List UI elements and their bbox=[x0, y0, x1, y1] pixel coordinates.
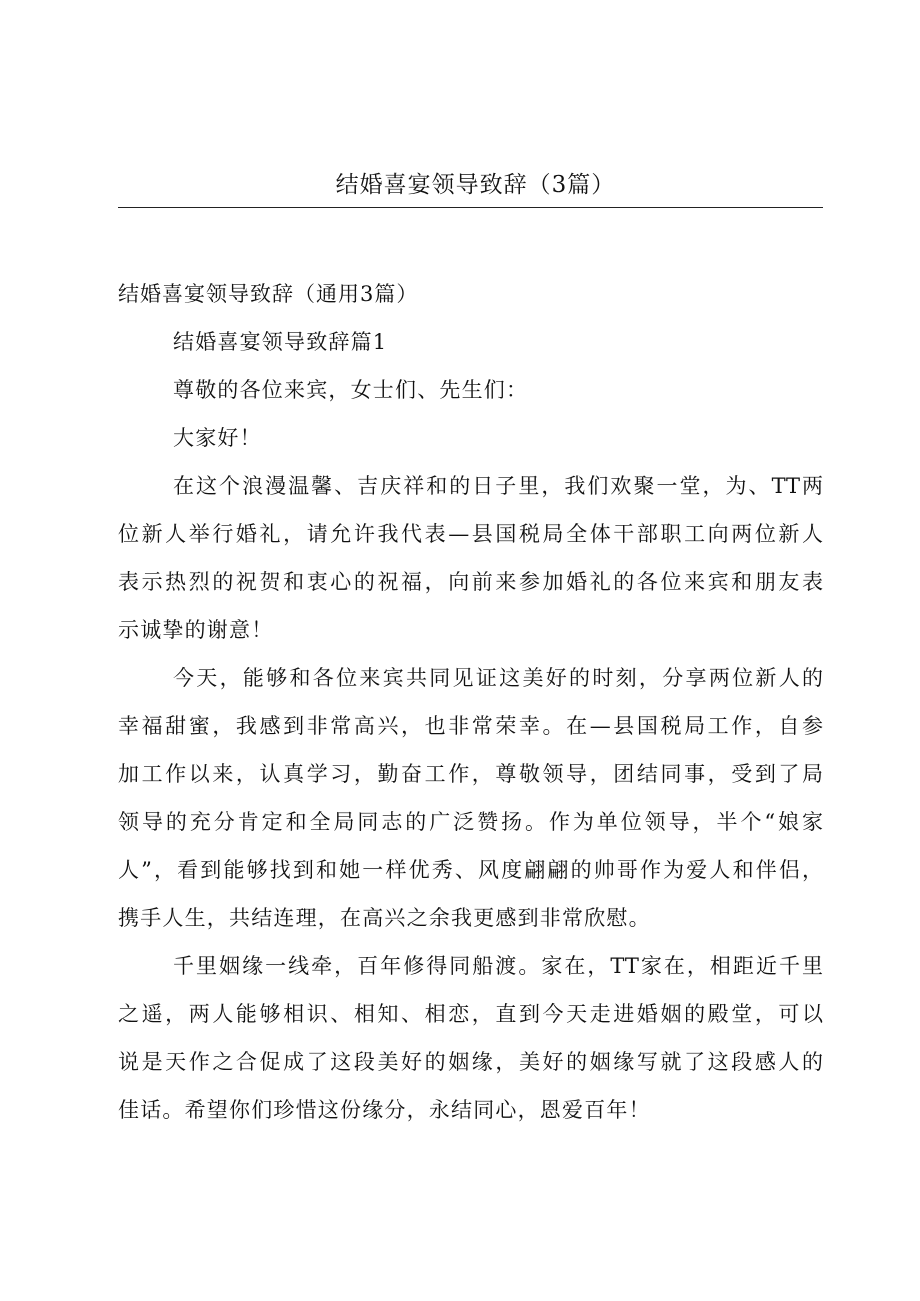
salutation: 尊敬的各位来宾，女士们、先生们： bbox=[173, 378, 529, 402]
paragraph-line: 领导的充分肯定和全局同志的广泛赞扬。作为单位领导，半个“娘家 bbox=[118, 810, 823, 834]
paragraph-line: 说是天作之合促成了这段美好的姻缘，美好的姻缘写就了这段感人的 bbox=[118, 1050, 823, 1074]
paragraph-line: 表示热烈的祝贺和衷心的祝福，向前来参加婚礼的各位来宾和朋友表 bbox=[118, 570, 823, 594]
section-heading: 结婚喜宴领导致辞篇1 bbox=[173, 330, 388, 354]
paragraph-line: 之遥，两人能够相识、相知、相恋，直到今天走进婚姻的殿堂，可以 bbox=[118, 1002, 823, 1026]
paragraph-line: 位新人举行婚礼，请允许我代表—县国税局全体干部职工向两位新人 bbox=[118, 522, 823, 546]
paragraph-2 bbox=[118, 654, 823, 942]
paragraph-line: 在这个浪漫温馨、吉庆祥和的日子里，我们欢聚一堂，为、TT两 bbox=[173, 474, 823, 498]
paragraph-line: 千里姻缘一线牵，百年修得同船渡。家在，TT家在，相距近千里 bbox=[173, 954, 823, 978]
paragraph-line: 示诚挚的谢意！ bbox=[118, 618, 274, 642]
greeting-line: 大家好！ bbox=[173, 426, 262, 450]
paragraph-line: 携手人生，共结连理，在高兴之余我更感到非常欣慰。 bbox=[118, 906, 651, 930]
paragraph-3 bbox=[118, 942, 823, 1134]
document-subtitle: 结婚喜宴领导致辞（通用3篇） bbox=[118, 282, 419, 306]
document-body bbox=[118, 270, 823, 1134]
paragraph-line: 人”，看到能够找到和她一样优秀、风度翩翩的帅哥作为爱人和伴侣， bbox=[118, 858, 823, 882]
paragraph-line: 今天，能够和各位来宾共同见证这美好的时刻，分享两位新人的 bbox=[173, 666, 823, 690]
document-title: 结婚喜宴领导致辞（3篇） bbox=[335, 172, 616, 198]
paragraph-line: 佳话。希望你们珍惜这份缘分，永结同心，恩爱百年！ bbox=[118, 1098, 651, 1122]
paragraph-1 bbox=[118, 462, 823, 654]
paragraph-line: 幸福甜蜜，我感到非常高兴，也非常荣幸。在—县国税局工作，自参 bbox=[118, 714, 823, 738]
page-header bbox=[118, 170, 823, 208]
paragraph-line: 加工作以来，认真学习，勤奋工作，尊敬领导，团结同事，受到了局 bbox=[118, 762, 823, 786]
